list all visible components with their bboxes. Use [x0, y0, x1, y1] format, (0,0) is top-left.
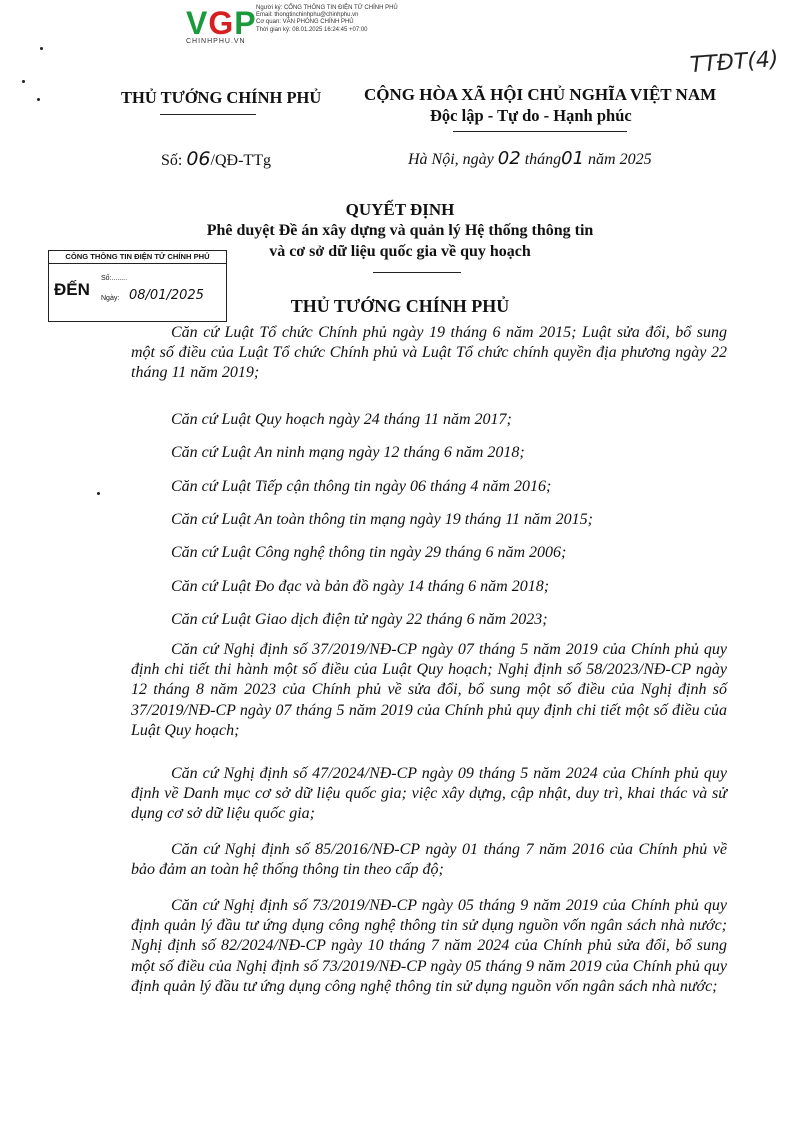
preamble-paragraph: Căn cứ Nghị định số 85/2016/NĐ-CP ngày 01 tháng 7 năm 2016 của Chính phủ về bảo đảm an toàn hệ thống thông tin theo cấp độ; — [131, 841, 727, 879]
vgp-logo — [186, 6, 257, 40]
scan-dot — [37, 98, 40, 101]
motto: Độc lập - Tự do - Hạnh phúc — [430, 106, 632, 125]
preamble-paragraph: Căn cứ Luật An toàn thông tin mạng ngày 19 tháng 11 năm 2015; — [171, 511, 593, 528]
stamp-date: 08/01/2025 — [129, 288, 204, 303]
stamp-number-label: Số:........ — [101, 275, 128, 282]
issuer-name: THỦ TƯỚNG CHÍNH PHỦ — [121, 88, 322, 107]
logo-letter-v: V — [186, 5, 209, 41]
logo-caption: CHINHPHU.VN — [186, 38, 246, 45]
scan-dot — [40, 47, 43, 50]
preamble-paragraph: Căn cứ Luật Tiếp cận thông tin ngày 06 tháng 4 năm 2016; — [171, 478, 552, 495]
handwritten-code: TTĐT(4) — [689, 46, 780, 79]
stamp-date-label: Ngày: — [101, 295, 120, 302]
signature-email: Email: thongtinchinhphu@chinhphu.vn — [256, 12, 359, 19]
preamble-paragraph: Căn cứ Luật Công nghệ thông tin ngày 29 tháng 6 năm 2006; — [171, 544, 567, 561]
preamble-paragraph: Căn cứ Luật An ninh mạng ngày 12 tháng 6 năm 2018; — [171, 444, 525, 461]
signature-info — [256, 5, 398, 34]
stamp-title: CÔNG THÔNG TIN ĐIỆN TỬ CHÍNH PHỦ — [49, 252, 226, 264]
scan-dot — [97, 492, 100, 495]
nation-name: CỘNG HÒA XÃ HỘI CHỦ NGHĨA VIỆT NAM — [364, 85, 717, 104]
preamble-paragraph: Căn cứ Luật Đo đạc và bản đồ ngày 14 tháng 6 năm 2018; — [171, 578, 550, 595]
document-date — [408, 148, 652, 169]
issuer-underline — [160, 114, 256, 115]
authority-heading: THỦ TƯỚNG CHÍNH PHỦ — [290, 296, 510, 316]
number-suffix: /QĐ-TTg — [210, 152, 271, 169]
preamble-paragraph: Căn cứ Luật Quy hoạch ngày 24 tháng 11 năm 2017; — [171, 411, 512, 428]
subject-line-2: và cơ sở dữ liệu quốc gia về quy hoạch — [269, 243, 531, 260]
date-month-label: tháng — [524, 151, 562, 168]
logo-letter-p: P — [234, 5, 257, 41]
date-month: 01 — [561, 148, 585, 169]
signature-agency: Cơ quan: VĂN PHÒNG CHÍNH PHỦ — [256, 19, 354, 26]
subject-line-1: Phê duyệt Đề án xây dựng và quản lý Hệ thống thông tin — [206, 222, 594, 239]
date-year: năm 2025 — [588, 151, 652, 168]
number-value: 06 — [186, 148, 211, 170]
signature-time: Thời gian ký: 08.01.2025 16:24:45 +07:00 — [256, 26, 368, 33]
date-place: Hà Nội, ngày — [408, 151, 494, 168]
preamble-paragraph: Căn cứ Luật Tổ chức Chính phủ ngày 19 tháng 6 năm 2015; Luật sửa đổi, bổ sung một số điều của Luật Tổ chức Chính phủ và Luật Tổ chức chính quyền địa phương ngày 22 tháng 11 năm 2019; — [131, 324, 727, 382]
subject-underline — [373, 272, 461, 273]
document-type: QUYẾT ĐỊNH — [345, 200, 455, 219]
preamble-paragraph: Căn cứ Luật Giao dịch điện tử ngày 22 tháng 6 năm 2023; — [171, 611, 548, 628]
logo-letter-g: G — [208, 5, 235, 41]
signature-signer: Người ký: CỔNG THÔNG TIN ĐIỆN TỬ CHÍNH PHỦ — [256, 5, 398, 11]
preamble-paragraph: Căn cứ Nghị định số 47/2024/NĐ-CP ngày 09 tháng 5 năm 2024 của Chính phủ quy định về Danh mục cơ sở dữ liệu quốc gia; việc xây dựng, cập nhật, duy trì, khai thác và sử dụng cơ sở dữ liệu quốc gia; — [131, 765, 727, 823]
preamble-paragraph: Căn cứ Nghị định số 37/2019/NĐ-CP ngày 07 tháng 5 năm 2019 của Chính phủ quy định chi tiết thi hành một số điều của Luật Quy hoạch; Nghị định số 58/2023/NĐ-CP ngày 12 tháng 8 năm 2023 của Chính phủ về sửa đổi, bổ sung một số điều của Nghị định số 37/2019/NĐ-CP ngày 07 tháng 5 năm 2019 của Chính phủ quy định chi tiết một số điều của Luật Quy hoạch; — [131, 641, 727, 739]
scan-dot — [22, 80, 25, 83]
stamp-den: ĐẾN — [54, 280, 90, 299]
number-prefix: Số: — [161, 152, 183, 169]
motto-underline — [453, 131, 627, 132]
date-day: 02 — [497, 148, 521, 169]
preamble-paragraph: Căn cứ Nghị định số 73/2019/NĐ-CP ngày 05 tháng 9 năm 2019 của Chính phủ quy định quản lý đầu tư ứng dụng công nghệ thông tin sử dụng nguồn vốn ngân sách nhà nước; Nghị định số 82/2024/NĐ-CP ngày 10 tháng 7 năm 2024 của Chính phủ sửa đổi, bổ sung một số điều của Nghị định số 73/2019/NĐ-CP ngày 05 tháng 9 năm 2019 của Chính phủ quy định quản lý đầu tư ứng dụng công nghệ thông tin sử dụng nguồn vốn ngân sách nhà nước; — [131, 897, 727, 995]
document-number — [161, 148, 271, 170]
